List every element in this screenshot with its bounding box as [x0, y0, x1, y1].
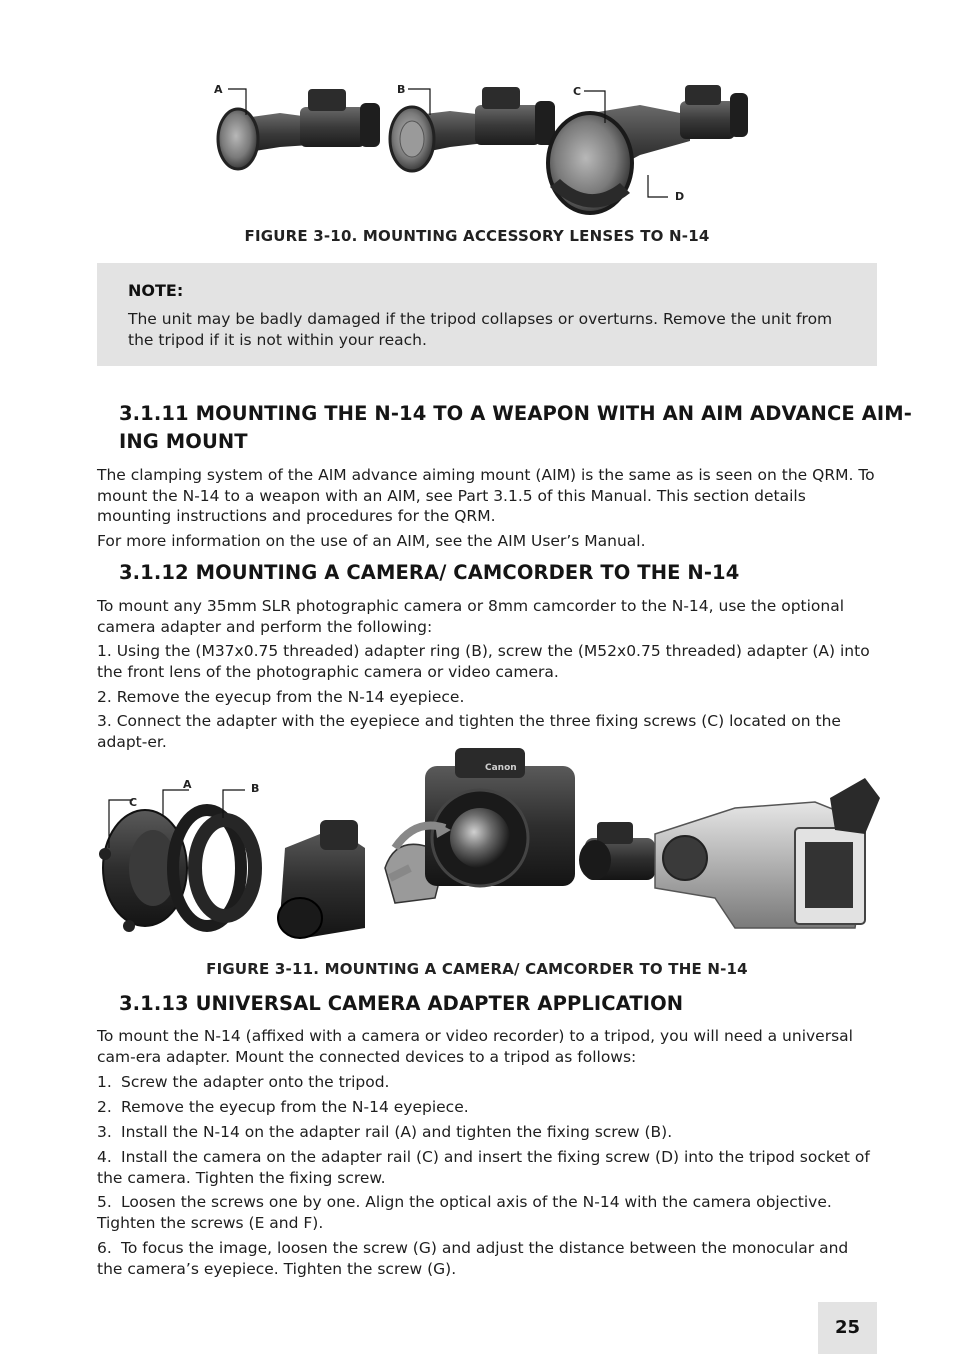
callout-label-d: D [675, 190, 685, 203]
section-3-1-11-para2: For more information on the use of an AIM, see the AIM User’s Manual. [97, 532, 646, 550]
slr-camera [385, 748, 575, 903]
figure-3-10-caption: FIGURE 3-10. MOUNTING ACCESSORY LENSES TO N-14 [244, 227, 710, 245]
callout-label-c: C [573, 85, 582, 98]
list-item: 4. Install the camera on the adapter rail (C) and insert the fixing screw (D) into the tripod socket of the camera. Tighten the fixing screw. [97, 1148, 870, 1187]
figure-3-11-caption: FIGURE 3-11. MOUNTING A CAMERA/ CAMCORDER TO THE N-14 [206, 960, 748, 978]
note-text: The unit may be badly damaged if the tripod collapses or overturns. Remove the unit from the tripod if it is not within your reach. [128, 310, 833, 349]
callout-label-a: A [183, 778, 192, 791]
list-item: 2. Remove the eyecup from the N-14 eyepiece. [97, 1098, 469, 1116]
note-box [97, 263, 877, 366]
section-3-1-12-step2: 2. Remove the eyecup from the N-14 eyepiece. [97, 688, 465, 706]
monocular [278, 820, 365, 938]
section-3-1-12-heading: 3.1.12 MOUNTING A CAMERA/ CAMCORDER TO THE N-14 [119, 561, 740, 584]
section-3-1-12-step1: 1. Using the (M37x0.75 threaded) adapter ring (B), screw the (M52x0.75 threaded) adapter (A) into the front lens of the photographic camera or video camera. [97, 642, 870, 681]
camera-brand-text: Canon [485, 763, 517, 773]
camcorder [579, 778, 880, 928]
section-3-1-13-heading: 3.1.13 UNIVERSAL CAMERA ADAPTER APPLICATION [119, 992, 684, 1015]
section-3-1-11-para1: The clamping system of the AIM advance aiming mount (AIM) is the same as is seen on the QRM. To mount the N-14 to a weapon with an AIM, see Part 3.1.5 of this Manual. This section details mounting instructions and procedures for the QRM. [97, 466, 875, 525]
list-item: 3. Install the N-14 on the adapter rail (A) and tighten the fixing screw (B). [97, 1123, 673, 1141]
callout-label-c: C [129, 796, 138, 809]
lens-device-a [218, 89, 380, 169]
note-title: NOTE: [128, 281, 184, 300]
list-item: 5. Loosen the screws one by one. Align the optical axis of the N-14 with the camera objective. Tighten the screws (E and F). [97, 1193, 832, 1232]
section-3-1-11-heading-line1: 3.1.11 MOUNTING THE N-14 TO A WEAPON WITH AN AIM ADVANCE AIM- [119, 402, 912, 425]
callout-label-b: B [397, 83, 406, 96]
figure-3-11-image [95, 738, 885, 948]
list-item: 6. To focus the image, loosen the screw (G) and adjust the distance between the monocular and the camera’s eyepiece. Tighten the screw (G). [97, 1239, 849, 1278]
section-3-1-12-intro: To mount any 35mm SLR photographic camera or 8mm camcorder to the N-14, use the optional camera adapter and perform the following: [97, 597, 845, 636]
section-3-1-11-heading-line2: ING MOUNT [119, 430, 248, 453]
callout-label-b: B [251, 782, 260, 795]
section-3-1-12-step3: 3. Connect the adapter with the eyepiece and tighten the three fixing screws (C) located on the adapt-er. [97, 712, 841, 751]
section-3-1-13-intro: To mount the N-14 (affixed with a camera or video recorder) to a tripod, you will need a universal cam-era adapter. Mount the connected devices to a tripod as follows: [97, 1027, 853, 1066]
callout-label-a: A [214, 83, 223, 96]
lens-device-b [390, 87, 555, 171]
list-item: 1. Screw the adapter onto the tripod. [97, 1073, 390, 1091]
page-number: 25 [818, 1302, 877, 1354]
